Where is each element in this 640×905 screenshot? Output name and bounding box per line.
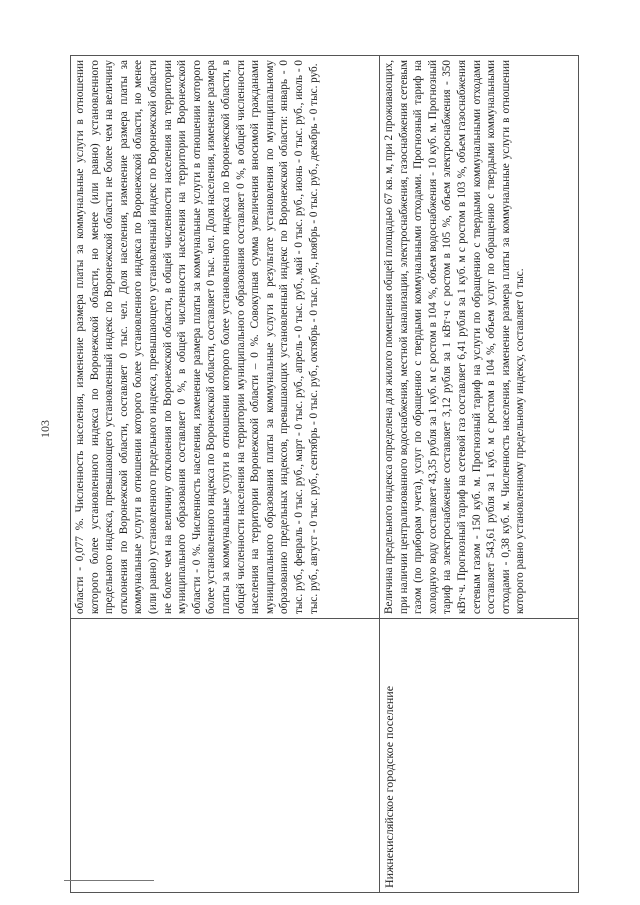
page-number: 103 — [38, 420, 52, 438]
description-cell — [380, 56, 579, 619]
rotated-content — [70, 55, 590, 893]
table-row — [71, 56, 380, 893]
municipality-cell — [71, 619, 380, 893]
municipality-cell — [380, 619, 579, 893]
table-row — [380, 56, 579, 893]
footer-divider — [64, 880, 154, 881]
description-text: области - 0,077 %. Численность населения, изменение размера платы за коммунальные услуги в отношении которого более установленного индекса по Воронежской области, но менее (или равно) установленного предельного индекса, превышающего установленный индекс по Воронежской области не более чем на величину отклонения по Воронежской области, составляет 0 тыс. чел. Доля населения, изменение размера платы за коммунальные услуги в отношении которого более установленного индекса по Воронежской области, но менее (или равно) установленного предельного индекса, превышающего установленный индекс по Воронежской области не более чем на величину отклонения по Воронежской области, в общей численности населения на территории муниципального образования составляет 0 %, в общей численности населения на территории Воронежской области - 0 %. Численность населения, изменение размера платы за коммунальные услуги в отношении которого более установленного индекса по Воронежской области, составляет 0 тыс. чел. Доля населения, изменение размера платы за коммунальные услуги в отношении которого более установленного индекса по Воронежской области, в общей численности населения на территории муниципального образования составляет 0 %, в общей численности населения на территории Воронежской области – 0 %. Совокупная сумма увеличения вносимой гражданами муниципального образования платы за коммунальные услуги в результате установления по муниципальному образованию предельных индексов, превышающих установленный индекс по Воронежской области: январь - 0 тыс. руб., февраль - 0 тыс. руб., март - 0 тыс. руб., апрель - 0 тыс. руб., май - 0 тыс. руб., июнь - 0 тыс. руб., июль - 0 тыс. руб., август - 0 тыс. руб., сентябрь - 0 тыс. руб., октябрь - 0 тыс. руб., ноябрь - 0 тыс. руб., декабрь - 0 тыс. руб. — [74, 60, 320, 614]
municipality-name: Нижнекисляйское городское поселение — [382, 685, 396, 888]
indices-table — [70, 55, 579, 893]
description-cell — [71, 56, 380, 619]
description-text: Величина предельного индекса определена для жилого помещения общей площадью 67 кв. м, при 2 проживающих, при наличии централизованного водоснабжения, местной канализации, электроснабжения, газоснабжения сетевым газом (по приборам учета), услуг по обращению с твердыми коммунальными отходами. Прогнозный тариф на холодную воду составляет 43,35 рубля за 1 куб. м с ростом в 104 %, объем водоснабжения - 10 куб. м. Прогнозный тариф на электроснабжение составляет 3,12 рубля за 1 кВт·ч с ростом в 105 %, объем электроснабжения - 350 кВт·ч. Прогнозный тариф на сетевой газ составляет 6,41 рубля за 1 куб. м с ростом в 103 %, объем газоснабжения сетевым газом - 150 куб. м. Прогнозный тариф на услуги по обращению с твердыми коммунальными отходами составляет 543,61 рубля за 1 куб. м с ростом в 104 %, объем услуг по обращению с твердыми коммунальными отходами - 0,38 куб. м. Численность населения, изменение размера платы за коммунальные услуги в отношении которого равно установленному предельному индексу, составляет 0 тыс. — [383, 60, 527, 614]
